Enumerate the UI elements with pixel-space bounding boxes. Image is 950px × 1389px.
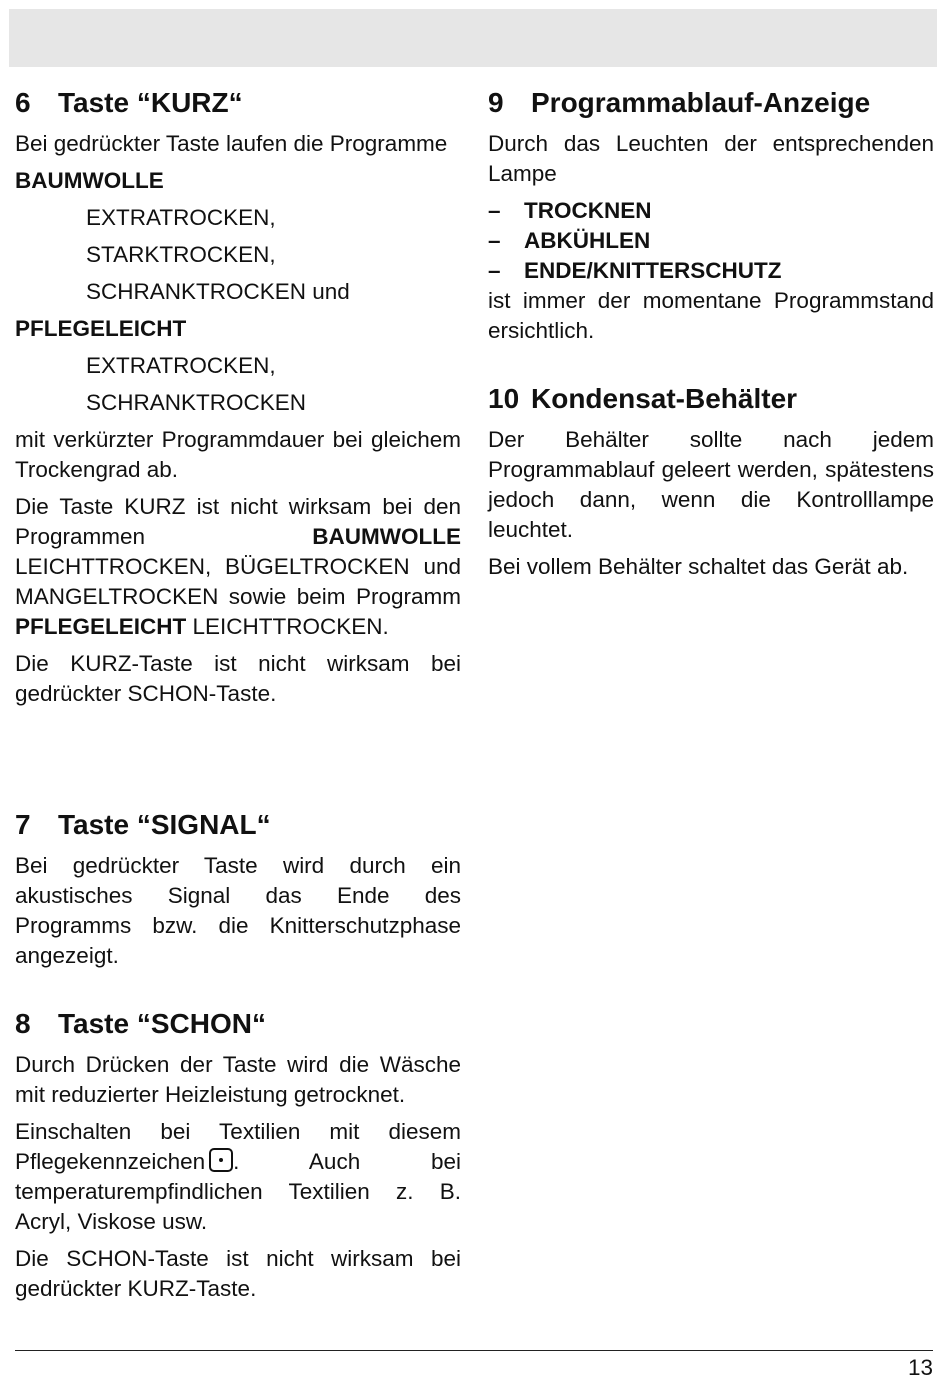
dash-bullet: – <box>488 198 501 223</box>
section-8-paragraph-3: Die SCHON-Taste ist nicht wirksam bei gedrückter KURZ-Taste. <box>15 1246 461 1301</box>
section-8 <box>15 1006 461 1311</box>
p2-text-c: LEICHTTROCKEN, BÜGELTROCKEN und MANGELTROCKEN sowie beim Programm <box>15 554 461 609</box>
group2-item: EXTRATROCKEN, <box>86 353 276 378</box>
section-6-paragraph-3: Die KURZ-Taste ist nicht wirksam bei gedrückter SCHON-Taste. <box>15 651 461 706</box>
gentle-care-symbol-icon <box>209 1148 233 1172</box>
p2-text-a: Einschalten bei Textilien mit diesem Pflegekennzeichen <box>15 1119 461 1174</box>
p2-bold-baumwolle: BAUMWOLLE <box>312 524 461 549</box>
section-9-paragraph-2: ist immer der momentane Programmstand ersichtlich. <box>488 288 934 343</box>
group1-item: STARKTROCKEN, <box>86 242 276 267</box>
list-item-label: ENDE/KNITTERSCHUTZ <box>524 258 782 283</box>
section-9-title: Programmablauf-Anzeige <box>531 87 871 118</box>
section-9 <box>488 85 934 353</box>
section-6-intro: Bei gedrückter Taste laufen die Programme <box>15 131 448 156</box>
section-6-paragraph-2 <box>15 492 461 642</box>
group-label-pflegeleicht: PFLEGELEICHT <box>15 316 187 341</box>
section-8-paragraph-1: Durch Drücken der Taste wird die Wäsche mit reduzierter Heizleistung getrocknet. <box>15 1052 461 1107</box>
section-10-paragraph-1: Der Behälter sollte nach jedem Programmablauf geleert werden, spätestens jedoch dann, wenn die Kontrolllampe leuchtet. <box>488 427 934 542</box>
section-7 <box>15 807 461 978</box>
group-label-baumwolle: BAUMWOLLE <box>15 168 164 193</box>
section-9-number: 9 <box>488 87 504 118</box>
p2-text-a: Die Taste KURZ ist nicht wirksam bei den Programmen <box>15 494 461 549</box>
p2-text-b: . Auch bei temperaturempfindlichen Textilien z. B. Acryl, Viskose usw. <box>15 1149 461 1234</box>
section-8-title: Taste “SCHON“ <box>58 1008 266 1039</box>
list-item <box>488 256 934 286</box>
section-9-paragraph-1: Durch das Leuchten der entsprechenden Lampe <box>488 131 934 186</box>
section-10-heading <box>488 381 934 417</box>
list-item <box>488 196 934 226</box>
footer-rule <box>15 1350 933 1351</box>
list-item-label: TROCKNEN <box>524 198 652 223</box>
p2-text-e: LEICHTTROCKEN. <box>186 614 389 639</box>
header-bar <box>9 9 937 67</box>
section-10 <box>488 381 934 589</box>
section-10-title: Kondensat-Behälter <box>531 383 798 414</box>
group1-item: SCHRANKTROCKEN und <box>86 279 350 304</box>
section-7-title: Taste “SIGNAL“ <box>58 809 271 840</box>
section-8-paragraph-2 <box>15 1117 461 1237</box>
section-7-number: 7 <box>15 809 31 840</box>
section-10-paragraph-2: Bei vollem Behälter schaltet das Gerät ab. <box>488 554 909 579</box>
section-8-heading <box>15 1006 461 1042</box>
section-6-after: mit verkürzter Programmdauer bei gleichem Trockengrad ab. <box>15 427 461 482</box>
section-7-heading <box>15 807 461 843</box>
dash-bullet: – <box>488 228 501 253</box>
section-6 <box>15 85 461 716</box>
section-6-number: 6 <box>15 87 31 118</box>
list-item <box>488 226 934 256</box>
list-item-label: ABKÜHLEN <box>524 228 651 253</box>
section-9-heading <box>488 85 934 121</box>
dash-bullet: – <box>488 258 501 283</box>
section-7-paragraph: Bei gedrückter Taste wird durch ein akustisches Signal das Ende des Programms bzw. die Knitterschutzphase angezeigt. <box>15 853 461 968</box>
section-10-number: 10 <box>488 383 520 414</box>
group1-item: EXTRATROCKEN, <box>86 205 276 230</box>
section-8-number: 8 <box>15 1008 31 1039</box>
page-number: 13 <box>907 1355 933 1380</box>
section-6-heading <box>15 85 461 121</box>
group2-item: SCHRANKTROCKEN <box>86 390 307 415</box>
section-6-title: Taste “KURZ“ <box>58 87 243 118</box>
p2-bold-pflegeleicht: PFLEGELEICHT <box>15 614 187 639</box>
